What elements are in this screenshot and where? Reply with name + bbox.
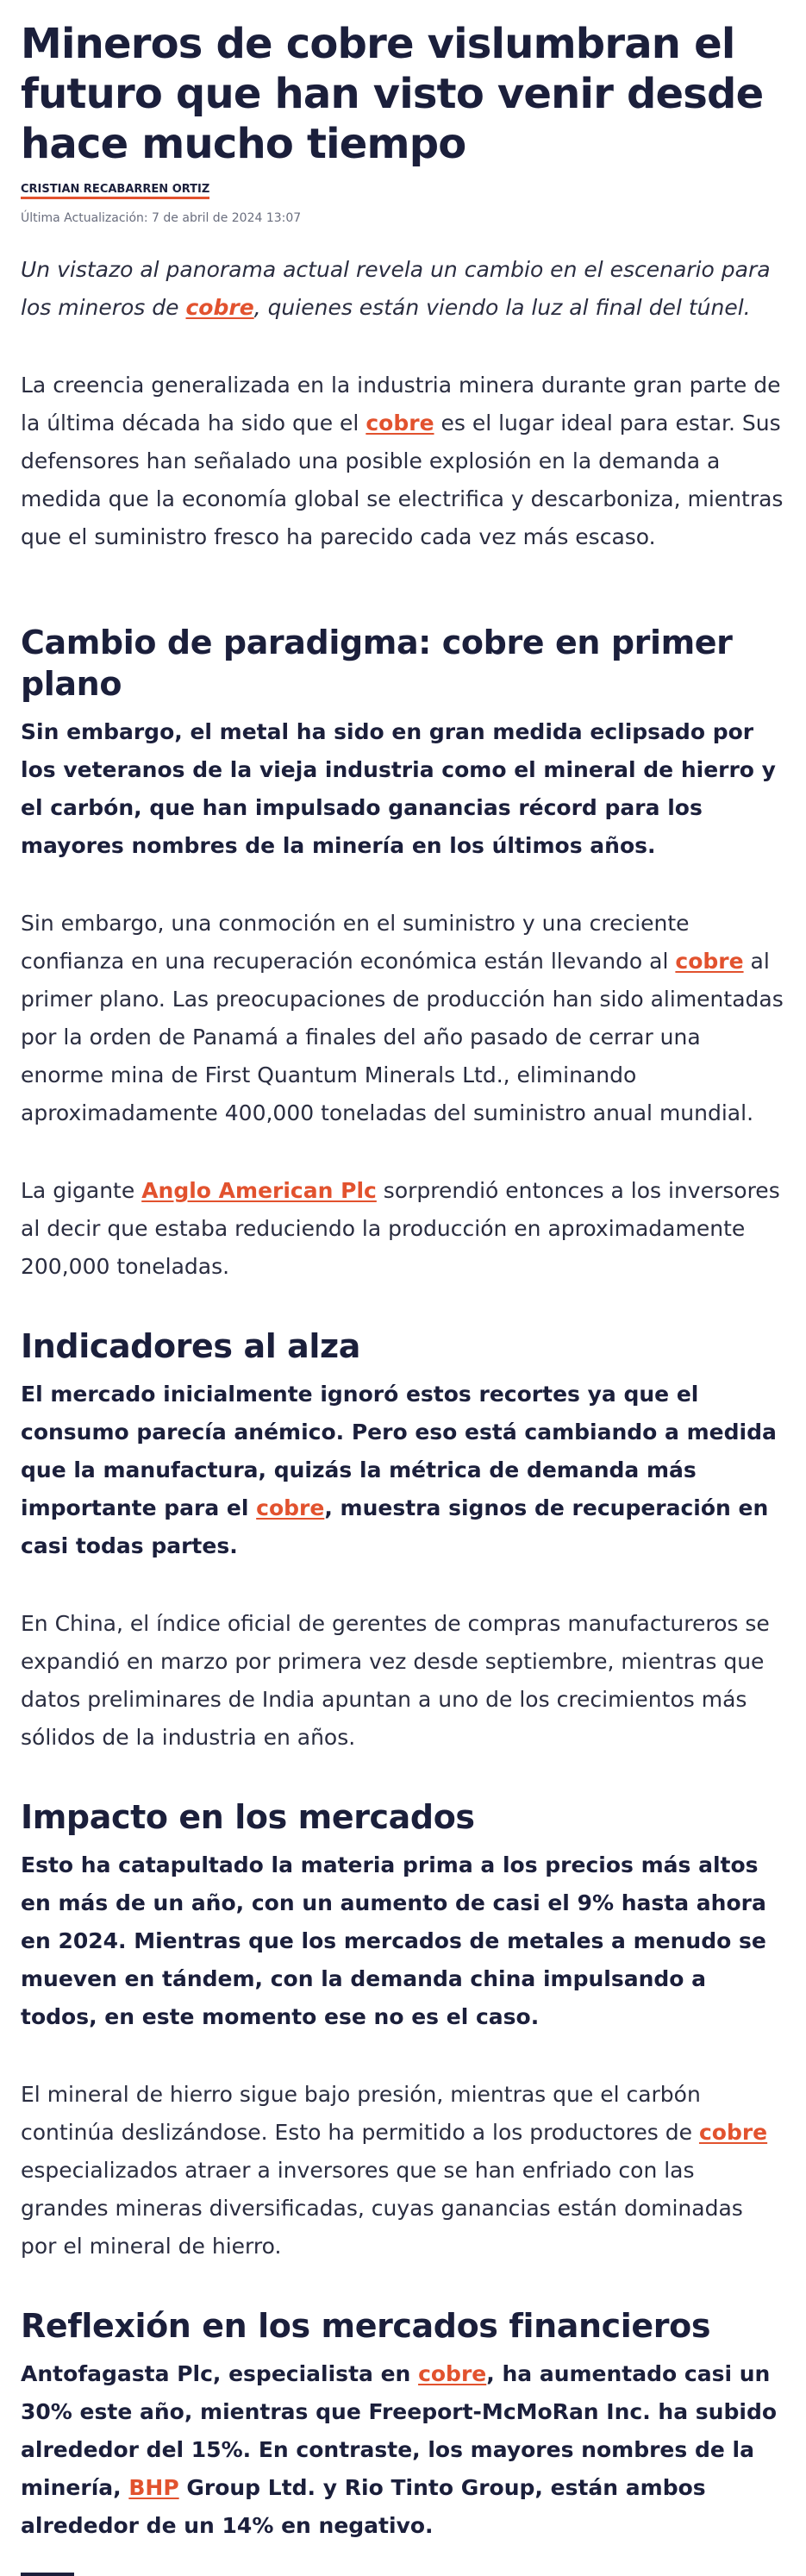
paragraph-1: [21, 367, 785, 556]
heading-reflexion-mercados-financieros: Reflexión en los mercados financieros: [21, 2307, 711, 2345]
heading-cambio-de-paradigma: Cambio de paradigma: cobre en primer plano: [21, 624, 733, 703]
paragraph-8: [21, 2076, 785, 2266]
paragraph-text: El mineral de hierro sigue bajo presión, mientras que el carbón continúa deslizándose. Esto ha permitido a los productores de: [21, 2082, 701, 2145]
cobre-link[interactable]: cobre: [418, 2361, 487, 2386]
paragraph-4: [21, 1172, 785, 1286]
cobre-link[interactable]: cobre: [185, 295, 254, 320]
heading-indicadores-al-alza: Indicadores al alza: [21, 1327, 360, 1365]
paragraph-9: [21, 2355, 785, 2545]
paragraph-text: Sin embargo, una conmoción en el suministro y una creciente confianza en una recuperación económica están llevando al: [21, 911, 690, 974]
article-lead: [21, 251, 785, 327]
paragraph-3: [21, 905, 785, 1132]
bhp-link[interactable]: BHP: [128, 2475, 179, 2500]
lead-text-end: , quienes están viendo la luz al final del túnel.: [253, 295, 751, 320]
anglo-american-link[interactable]: Anglo American Plc: [141, 1178, 377, 1203]
paragraph-text: Antofagasta Plc, especialista en: [21, 2361, 419, 2386]
paragraph-text: , ha aumentado casi un 30% este año, mientras que Freeport-McMoRan Inc. ha subido alrededor del 15%. En contraste, los mayores nombres de la minería,: [21, 2361, 778, 2500]
cobre-link[interactable]: cobre: [698, 2120, 768, 2145]
author-link[interactable]: CRISTIAN RECABARREN ORTIZ: [21, 183, 209, 199]
last-updated-date: Última Actualización: 7 de abril de 2024 13:07: [21, 211, 302, 225]
paragraph-text: especializados atraer a inversores que se han enfriado con las grandes mineras diversificadas, cuyas ganancias están dominadas por el mineral de hierro.: [21, 2158, 743, 2259]
paragraph-text: sorprendió entonces a los inversores al decir que estaba reduciendo la producción en aproximadamente 200,000 toneladas.: [21, 1178, 780, 1279]
cobre-link[interactable]: cobre: [256, 1495, 325, 1520]
paragraph-text: Group Ltd. y Rio Tinto Group, están ambos alrededor de un 14% en negativo.: [21, 2475, 706, 2538]
cobre-link[interactable]: cobre: [366, 411, 434, 436]
paragraph-text: , muestra signos de recuperación en casi todas partes.: [21, 1495, 769, 1558]
paragraph-text: La gigante: [21, 1178, 142, 1203]
article-end-divider: [21, 2573, 74, 2576]
heading-impacto-en-los-mercados: Impacto en los mercados: [21, 1798, 475, 1836]
paragraph-text: La creencia generalizada en la industria minera durante gran parte de la última década ha sido que el: [21, 373, 781, 436]
paragraph-7: Esto ha catapultado la materia prima a los precios más altos en más de un año, con un aumento de casi el 9% hasta ahora en 2024. Mientras que los mercados de metales a menudo se mueven en tándem, con la demanda china impulsando a todos, en este momento ese no es el caso.: [21, 1852, 766, 2029]
paragraph-2: Sin embargo, el metal ha sido en gran medida eclipsado por los veteranos de la vieja industria como el mineral de hierro y el carbón, que han impulsado ganancias récord para los mayores nombres de la minería en los últimos años.: [21, 719, 776, 858]
article-title: Mineros de cobre vislumbran el futuro que han visto venir desde hace mucho tiempo: [21, 20, 764, 168]
paragraph-text: al primer plano. Las preocupaciones de producción han sido alimentadas por la orden de Panamá a finales del año pasado de cerrar una enorme mina de First Quantum Minerals Ltd., eliminando aproximadamente 400,000 toneladas del suministro anual mundial.: [21, 949, 784, 1125]
paragraph-text: El mercado inicialmente ignoró estos recortes ya que el consumo parecía anémico. Pero eso está cambiando a medida que la manufactura, quizás la métrica de demanda más importante para el: [21, 1382, 777, 1520]
cobre-link[interactable]: cobre: [675, 949, 744, 974]
paragraph-6: En China, el índice oficial de gerentes de compras manufactureros se expandió en marzo por primera vez desde septiembre, mientras que datos preliminares de India apuntan a uno de los crecimientos más sólidos de la industria en años.: [21, 1611, 770, 1750]
paragraph-5: [21, 1376, 785, 1565]
paragraph-text: es el lugar ideal para estar. Sus defensores han señalado una posible explosión en la demanda a medida que la economía global se electrifica y descarboniza, mientras que el suministro fresco ha parecido cada vez más escaso.: [21, 411, 784, 549]
lead-text: Un vistazo al panorama actual revela un cambio en el escenario para los mineros de: [21, 257, 771, 320]
